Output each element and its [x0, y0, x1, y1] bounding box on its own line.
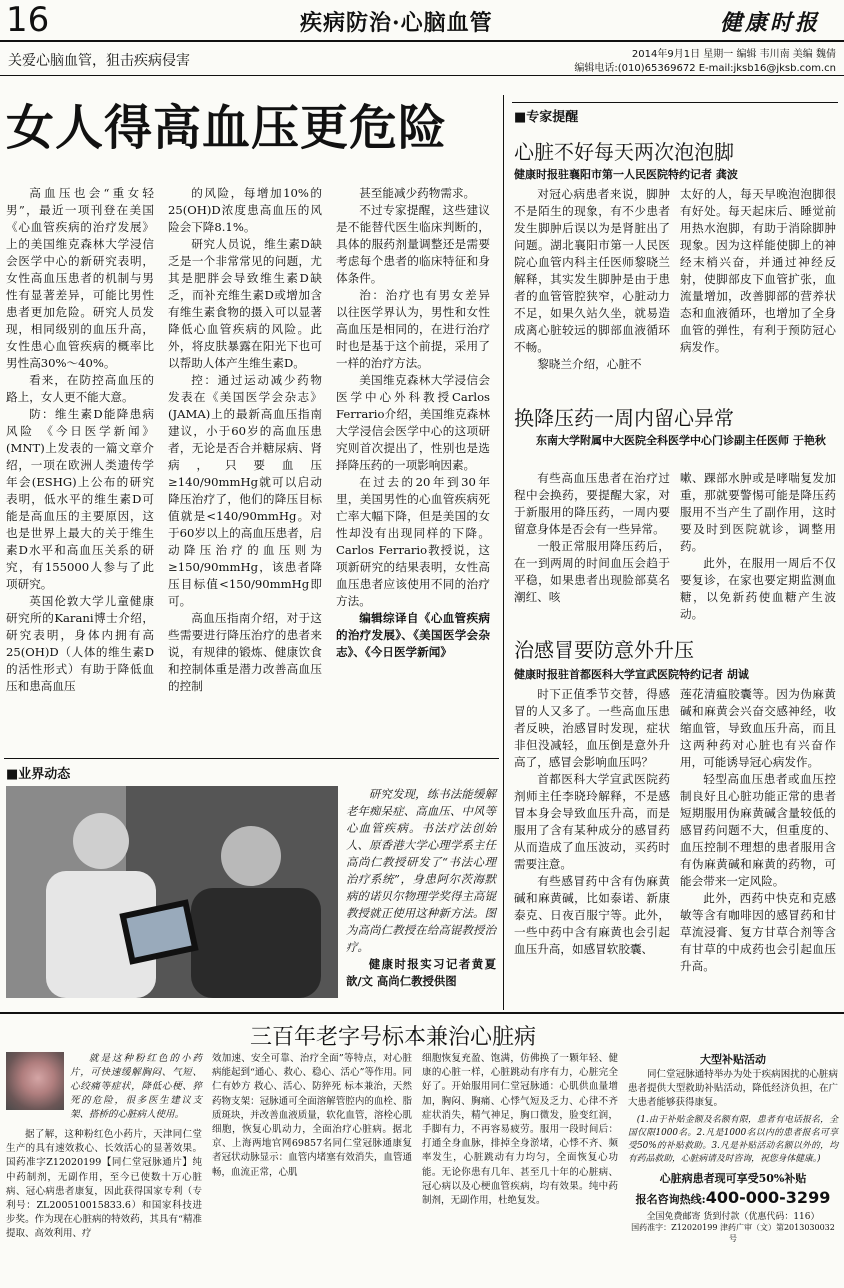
lead-column-2	[168, 185, 322, 695]
ad-hotline-label: 报名咨询热线:	[635, 1193, 706, 1206]
lead-paragraph: 不过专家提醒，这些建议是不能替代医生临床判断的，具体的服药剂量调整还是需要考虑每个患者的临床特征和身体条件。	[336, 203, 490, 285]
expert-paragraph: 此外，在服用一周后不仅要复诊，在家也要定期监测血糖，以免新药使血糖产生波动。	[680, 556, 836, 621]
date-line: 2014年9月1日 星期一 编辑 韦川南 美编 魏倩	[631, 49, 836, 60]
expert-paragraph: 黎晓兰介绍，心脏不	[537, 357, 642, 371]
section-rule	[512, 102, 838, 103]
expert-paragraph: 此外，西药中快克和克感敏等含有咖啡因的感冒药和甘草流浸膏、复方甘草合剂等含有甘草的中成药也会引起血压升高。	[680, 891, 836, 973]
contact-line: 编辑电话:(010)65369672 E-mail:jksb16@jksb.com.cn	[574, 63, 836, 74]
expert-paragraph: 轻型高血压患者或血压控制良好且心脏功能正常的患者短期服用伪麻黄碱含量较低的感冒药问题不大，但重度的、血压控制不理想的患者服用含有伪麻黄碱和麻黄的药物，可能会带来一定风险。	[680, 772, 836, 888]
expert-article-2-title: 换降压药一周内留心异常	[514, 406, 734, 430]
section-title: 疾病防治·心脑血管	[300, 10, 493, 36]
lead-paragraph: 甚至能减少药物需求。	[359, 186, 476, 200]
ad-box-text: 同仁堂冠脉通特举办为处于疾病困扰的心脏病患者提供大型救助补贴活动，降低经济负担，在广大患者能够获得康复。	[628, 1069, 838, 1108]
ad-title: 三百年老字号标本兼治心脏病	[250, 1025, 537, 1050]
photo-illustration	[6, 786, 338, 998]
expert-paragraph: 嗽、踝部水肿或是哮喘复发加重，那就要警惕可能是降压药服用不当产生了副作用，这时要及时到医院就诊，调整用药。	[680, 471, 836, 553]
lead-paragraph: 防：维生素D能降患病风险 《今日医学新闻》(MNT)上发表的一篇文章介绍，一项在欧洲人类遗传学年会(ESHG)上公布的研究表明，低水平的维生素D可能是高血压的主要原因，这也是世界上最大的关于维生素D水平和高血压关系的研究，有155000人参与了此项研究。	[6, 407, 154, 591]
section-rule	[4, 758, 499, 759]
expert-article-2-right	[680, 470, 836, 623]
industry-text	[346, 786, 496, 990]
lead-paragraph: 高血压指南介绍，对于这些需要进行降压治疗的患者来说，有规律的锻炼、健康饮食和控制体重是潜力改善高血压的控制	[168, 611, 322, 693]
industry-label-text: 业界动态	[18, 767, 71, 782]
ad-column-2: 效加速、安全可靠、治疗全面”等特点，对心脏病能起到“通心、救心、稳心、活心”等作用。同仁有妙方 救心、活心、防猝死 标本兼治，天然药物支架：冠脉通可全面溶解管腔内的血栓、脂质斑块，并改善血液质量，软化血管，溶栓心肌细胞，恢复心肌动力，全面治疗心脏病。据北京、上海两地官网69857名同仁堂冠脉通康复者冠状动脉显示：血管内堵塞有效消失，血管通畅，血流正常，心肌	[212, 1053, 412, 1178]
ad-caption: 就是这种粉红色的小药片，可快速缓解胸闷、气短、心绞痛等症状，降低心梗、猝死的危险，很多医生建议支架、搭桥的心脏病人使用。	[70, 1053, 202, 1120]
square-icon: ■	[514, 110, 527, 125]
industry-body: 研究发现，练书法能缓解老年痴呆症、高血压、中风等心血管疾病。书法疗法创始人、原香港大学心理学系主任高尚仁教授研发了“书法心理治疗系统”，身患阿尔茨海默病的诺贝尔物理学奖得主高锟教授就正使用这种新方法。图为高尚仁教授在给高锟教授治疗。	[346, 787, 496, 954]
ad-hotline	[628, 1188, 838, 1207]
expert-paragraph: 对冠心病患者来说，脚肿不是陌生的现象，有不少患者发生脚肿后误以为是肾脏出了问题。湖北襄阳市第一人民医院心血管内科主任医师黎晓兰解释，其实发生脚肿是由于患者的血管管腔狭窄，心脏动力不足，如果久站久坐，就易造成离心脏较远的脚部血液循环不畅。	[514, 187, 670, 354]
expert-paragraph: 太好的人，每天早晚泡泡脚很有好处。每天起床后、睡觉前用热水泡脚，有助于消除脚肿现象。因为这样能使脚上的神经末梢兴奋，并通过神经反射，使脚部皮下血管扩张，血流量增加，改善脚部的营养状态和血液循环，也增加了全身血管的弹性，有利于预防冠心病发作。	[680, 187, 836, 354]
expert-article-1-title: 心脏不好每天两次泡泡脚	[514, 140, 734, 164]
ad-top-rule	[0, 1012, 844, 1014]
expert-article-3-title: 治感冒要防意外升压	[514, 638, 694, 662]
slogan: 关爱心脑血管，狙击疾病侵害	[8, 53, 190, 69]
expert-article-3-left	[514, 686, 670, 958]
industry-label	[6, 763, 70, 782]
expert-paragraph: 有些感冒药中含有伪麻黄碱和麻黄碱，比如泰诺、新康泰克、日夜百服宁等。此外，一些中药中含有麻黄也会引起血压升高，如感冒软胶囊、	[514, 874, 670, 956]
lead-paragraph: 的风险，每增加10%的25(OH)D浓度患高血压的风险会下降8.1%。	[168, 186, 322, 234]
lead-paragraph: 英国伦敦大学儿童健康研究所的Karani博士介绍，研究表明，身体内拥有高25(OH)D（人体的维生素D的活性形式）有助于降低血压和患高血压	[6, 594, 154, 693]
expert-label-text: 专家提醒	[526, 110, 579, 125]
lead-paragraph: 研究人员说，维生素D缺乏是一个非常常见的问题，尤其是肥胖会导致维生素D缺乏，而补充维生素D或增加含有维生素食物的摄入可以显著降低心血管疾病的风险。此外，将皮肤暴露在阳光下也可以帮助人体产生维生素D。	[168, 237, 322, 370]
expert-article-1-right	[680, 186, 836, 356]
lead-paragraph: 高血压也会“重女轻男”，最近一项刊登在美国《心血管疾病的治疗发展》上的美国维克森林大学浸信会医学中心的新研究表明，女性高血压患者的机制与男性有显著差异，可能比男性患者更加危险。研究人员发现，相同级别的血压升高，女性患心血管疾病的概率比男性高30%～40%。	[6, 186, 154, 370]
page-number: 16	[6, 0, 50, 40]
ad-subsidy-box	[628, 1052, 838, 1284]
expert-label	[514, 106, 578, 125]
expert-paragraph: 莲花清瘟胶囊等。因为伪麻黄碱和麻黄会兴奋交感神经，收缩血管，导致血压升高，而且这两种药对心脏也有兴奋作用，可能诱导冠心病发作。	[680, 687, 836, 769]
expert-paragraph: 时下正值季节交替，得感冒的人又多了。一些高血压患者反映，治感冒时发现，症状非但没减轻，血压倒是意外升高了，感冒会影响血压吗？	[514, 687, 670, 769]
ad-column-3: 细胞恢复充盈、饱满，仿佛换了一颗年轻、健康的心脏一样，心脏跳动有序有力，心脏完全好了。开始服用同仁堂冠脉通：心肌供血量增加，胸闷、胸痛、心悸气短及乏力、心律不齐症状消失，精气神足，胸口微发，脸变红润，手脚有力，不再容易疲劳。服用一段时间后：打通全身血脉，排掉全身淤堵，心悸不齐、频率发生，心脏跳动有力均匀，全面恢复心功能。无论你患有几年、甚至几十年的心脏病、冠心病以及心梗血管疾病，均有效果。纯中药制剂，无副作用，杜绝复发。	[422, 1053, 618, 1207]
industry-photo	[6, 786, 338, 998]
expert-article-3-byline: 健康时报驻首都医科大学宣武医院特约记者 胡诚	[514, 668, 749, 681]
lead-column-3	[336, 185, 490, 661]
ad-hotline-number: 400-000-3299	[705, 1188, 831, 1207]
column-divider	[503, 95, 504, 1010]
expert-paragraph: 一般正常服用降压药后，在一到两周的时间血压会趋于平稳，如果患者出现脸部莫名潮红、咳	[514, 539, 670, 604]
lead-paragraph: 看来，在防控高血压的路上，女人更不能大意。	[6, 373, 154, 404]
lead-column-1	[6, 185, 154, 695]
newspaper-logo: 健康时报	[720, 10, 821, 36]
expert-article-1-byline: 健康时报驻襄阳市第一人民医院特约记者 龚波	[514, 168, 738, 181]
header-rule-bottom	[0, 75, 844, 76]
industry-credit: 健康时报实习记者黄夏歆/文 高尚仁教授供图	[346, 957, 496, 988]
expert-article-1-left	[514, 186, 670, 373]
lead-paragraph: 治：治疗也有男女差异 以往医学界认为，男性和女性高血压是相同的，在进行治疗时也是基于这个前提，采用了一样的治疗方法。	[336, 288, 490, 370]
lead-headline: 女人得高血压更危险	[6, 100, 448, 156]
expert-article-2-left	[514, 470, 670, 606]
ad-product-image	[6, 1052, 64, 1110]
expert-paragraph: 首都医科大学宣武医院药剂师主任李晓玲解释，不是感冒本身会导致血压升高，而是服用了含有某种成分的感冒药从而造成了血压波动，买药时需要注意。	[514, 772, 670, 871]
ad-box-title: 大型补贴活动	[700, 1053, 766, 1066]
ad-footer-1: 全国免费邮寄 货到付款（优惠代码：116）	[646, 1212, 820, 1222]
expert-article-2-byline: 东南大学附属中大医院全科医学中心门诊副主任医师 于艳秋	[536, 434, 826, 447]
expert-paragraph: 有些高血压患者在治疗过程中会换药，要提醒大家，对于新服用的降压药，一周内要留意身体是否会有一些异常。	[514, 471, 670, 536]
lead-paragraph: 控：通过运动减少药物 发表在《美国医学会杂志》(JAMA)上的最新高血压指南建议，小于60岁的高血压患者，无论是否合并糖尿病、肾病，只要血压≥140/90mmHg就可以启动降压治疗了，他们的降压目标值就是<140/90mmHg。对于60岁以上的高血压患者，启动降压治疗的血压则为≥150/90mmHg，该患者降压目标值<150/90mmHg即可。	[168, 373, 322, 608]
ad-footer-2: 国药准字：Z12020199 津药广审（文）第2013030032号	[631, 1223, 835, 1243]
ad-box-offer: 心脏病患者现可享受50%补贴	[659, 1172, 807, 1185]
lead-paragraph: 美国维克森林大学浸信会医学中心外科教授Carlos Ferrario介绍，美国维克森林大学浸信会医学中心的这项研究则首次提出了，性别也是选择降压药的一项影响因素。	[336, 373, 490, 472]
lead-paragraph: 在过去的20年到30年里，美国男性的心血管疾病死亡率大幅下降，但是美国的女性却没有出现同样的下降。Carlos Ferrario教授说，这项新研究的结果表明，女性高血压患者应该使用不同的治疗方法。	[336, 475, 490, 608]
ad-column-1: 据了解，这种粉红色小药片，天津同仁堂生产的具有速效救心、长效活心的显著效果。国药准字Z12020199【同仁堂冠脉通片】纯中药制剂，无副作用，至今已使数十万心脏病、冠心病患者康复，因此获得国家专利（专利号：ZL200510015833.6）和国家科技进步奖。作为现在心脏病的特效药，其具有“精准提取、高效利用、疗	[6, 1129, 202, 1240]
square-icon: ■	[6, 767, 19, 782]
ad-box-small: (1.由于补贴金额及名额有限，患者有电话报名，全国仅限1000名。2.凡是1000名以内的患者报名可享受50%的补贴救助。3.凡是补贴活动名额以外的，均有药品救助，心脏病请及时咨询，祝您身体健康。)	[628, 1115, 838, 1164]
header-rule	[0, 40, 844, 42]
lead-source: 编辑综译自《心血管疾病的治疗发展》、《美国医学会杂志》、《今日医学新闻》	[336, 611, 490, 659]
expert-article-3-right	[680, 686, 836, 975]
